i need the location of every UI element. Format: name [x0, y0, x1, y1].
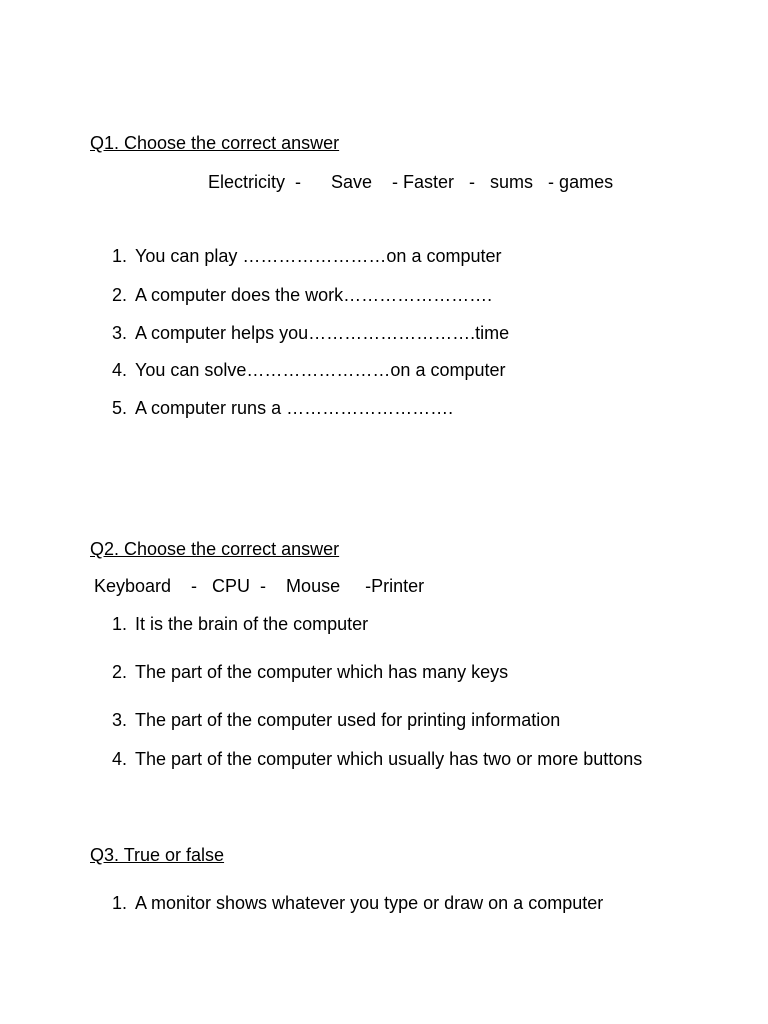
q3-item-1 — [112, 892, 603, 914]
item-text: A monitor shows whatever you type or draw on a computer — [135, 893, 604, 913]
item-text: The part of the computer which has many keys — [135, 662, 509, 682]
item-number: 2. — [112, 662, 128, 682]
item-number: 5. — [112, 398, 128, 418]
item-number: 4. — [112, 360, 128, 380]
q1-item-1 — [112, 245, 502, 267]
item-number: 1. — [112, 614, 128, 634]
item-text: A computer helps you……………………….time — [135, 323, 510, 343]
q2-item-1 — [112, 613, 368, 635]
q1-item-3 — [112, 322, 509, 344]
q2-item-3 — [112, 709, 560, 731]
q2-item-2 — [112, 661, 508, 683]
item-text: It is the brain of the computer — [135, 614, 369, 634]
q2-item-4 — [112, 748, 642, 770]
item-text: A computer does the work……………………. — [135, 285, 493, 305]
item-number: 2. — [112, 285, 128, 305]
item-text: You can solve……………………on a computer — [135, 360, 506, 380]
q2-heading: Q2. Choose the correct answer — [90, 539, 340, 559]
item-number: 3. — [112, 710, 128, 730]
q1-word-bank: Electricity - Save - Faster - sums - games — [208, 172, 614, 192]
item-text: You can play ……………………on a computer — [135, 246, 502, 266]
item-text: The part of the computer used for printing information — [135, 710, 561, 730]
item-number: 3. — [112, 323, 128, 343]
item-text: A computer runs a ………………………. — [135, 398, 454, 418]
item-number: 4. — [112, 749, 128, 769]
q1-item-4 — [112, 359, 506, 381]
q1-item-5 — [112, 397, 453, 419]
q2-word-bank: Keyboard - CPU - Mouse -Printer — [94, 576, 425, 596]
q3-heading: Q3. True or false — [90, 845, 225, 865]
item-number: 1. — [112, 246, 128, 266]
item-text: The part of the computer which usually has two or more buttons — [135, 749, 643, 769]
item-number: 1. — [112, 893, 128, 913]
q1-heading: Q1. Choose the correct answer — [90, 133, 340, 153]
q1-item-2 — [112, 284, 492, 306]
